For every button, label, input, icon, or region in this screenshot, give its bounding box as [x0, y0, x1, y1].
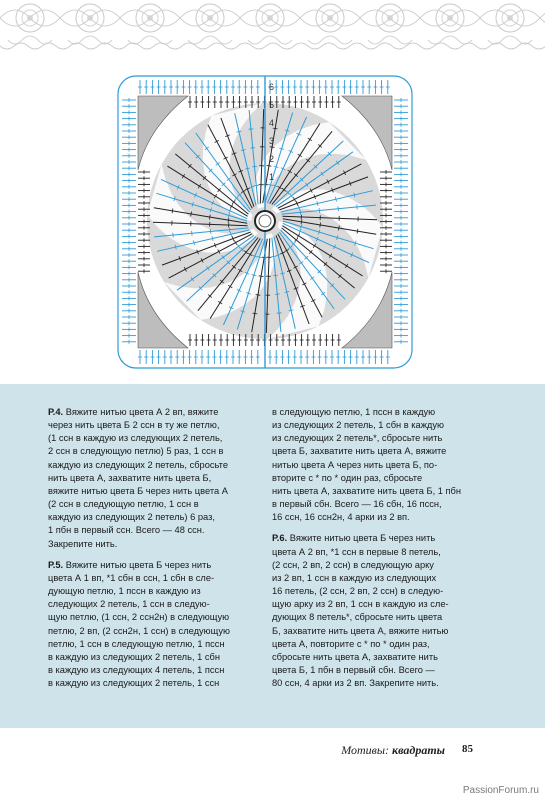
row-number: 4	[269, 118, 275, 128]
stitch-tick	[210, 229, 211, 234]
instruction-line: Закрепите нить.	[48, 538, 118, 549]
stitch-tick	[252, 166, 257, 167]
instruction-line: цвета Б, захватите нить цвета А, вяжите	[272, 446, 447, 457]
running-footer-title	[341, 743, 445, 758]
lace-border	[0, 0, 545, 52]
row-number: 6	[269, 82, 275, 92]
instruction-line: в каждую из следующих 4 петель, 1 пссн	[48, 664, 225, 675]
instruction-line: Р.6. Вяжите нитью цвета Б через нить	[272, 533, 436, 544]
watermark: PassionForum.ru	[462, 785, 539, 796]
instruction-line: (1 ссн в каждую из следующих 2 петель,	[48, 433, 223, 444]
instructions-column-right	[272, 406, 487, 698]
instruction-line: цвета А 1 вп, *1 сбн в ссн, 1 сбн в сле-	[48, 572, 215, 583]
instruction-line: нить цвета А, захватите нить цвета Б, 1 пбн	[272, 485, 462, 496]
instruction-line: через нить цвета Б 2 ссн в ту же петлю,	[48, 420, 220, 431]
instruction-line: вторите с * по * один раз, сбросьте	[272, 472, 423, 483]
instruction-line: следующих 2 петель, 1 ссн в следую-	[48, 599, 210, 610]
instruction-paragraph	[272, 532, 487, 690]
instruction-line: (2 ссн в следующую петлю, 1 ссн в	[48, 499, 199, 510]
footer-topic: квадраты	[392, 743, 445, 757]
stitch-tick	[300, 210, 301, 215]
instruction-paragraph	[48, 406, 260, 551]
row-number: 3	[269, 136, 275, 146]
instruction-line: в следующую петлю, 1 пссн в каждую	[272, 407, 436, 417]
instructions-panel	[0, 384, 545, 728]
instruction-line: в первый сбн. Всего — 16 сбн, 16 пссн,	[272, 499, 442, 510]
instruction-line: сбросьте нить цвета А, захватите нить	[272, 651, 438, 662]
instruction-line: из следующих 2 петель*, сбросьте нить	[272, 433, 443, 444]
crochet-chart	[110, 72, 420, 372]
instruction-line: цвета А, повторите с * по * один раз,	[272, 638, 430, 649]
instruction-line: дующую петлю, 1 пссн в каждую из	[48, 586, 201, 597]
instruction-line: Р.5. Вяжите нитью цвета Б через нить	[48, 559, 212, 570]
instruction-line: 2 ссн в следующую петлю) 5 раз, 1 ссн в	[48, 446, 224, 457]
instruction-line: вяжите нитью цвета Б через нить цвета А	[48, 485, 228, 496]
instruction-line: каждую из следующих 2 петель, сбросьте	[48, 459, 228, 470]
row-label: Р.5.	[48, 559, 64, 570]
instruction-line: 80 ссн, 4 арки из 2 вп. Закрепите нить.	[272, 678, 439, 689]
page-number: 85	[462, 743, 473, 755]
row-number: 5	[269, 100, 275, 110]
stitch-tick	[271, 256, 276, 257]
stitch-tick	[254, 185, 259, 186]
stitch-tick	[273, 275, 278, 276]
instruction-line: в каждую из следующих 2 петель, 1 ссн	[48, 678, 220, 689]
instruction-line: из следующих 2 петель, 1 сбн в каждую	[272, 420, 444, 431]
instruction-line: петлю, 1 ссн в следующую петлю, 1 пссн	[48, 638, 225, 649]
row-label: Р.6.	[272, 533, 288, 544]
instruction-paragraph	[272, 406, 487, 524]
magic-ring	[255, 211, 275, 231]
stitch-tick	[275, 294, 280, 295]
instruction-line: 1 пбн в первый ссн. Всего — 48 ссн.	[48, 525, 205, 536]
row-label: Р.4.	[48, 407, 64, 417]
stitch-tick	[229, 227, 230, 232]
instruction-line: цвета Б, 1 пбн в первый сбн. Всего —	[272, 664, 435, 675]
instruction-paragraph	[48, 559, 260, 691]
instruction-line: (2 ссн, 2 вп, 2 ссн) в следующую арку	[272, 559, 434, 570]
instruction-line: нить цвета А, захватите нить цвета Б,	[48, 472, 212, 483]
stitch-tick	[338, 206, 339, 211]
instruction-line: дующих 8 петель*, сбросьте нить цвета	[272, 612, 443, 623]
instruction-line: щую петлю, (1 ссн, 2 ссн2н) в следующую	[48, 612, 230, 623]
instruction-line: из 2 вп, 1 ссн в каждую из следующих	[272, 572, 437, 583]
instruction-line: 16 ссн, 16 ссн2н, 4 арки из 2 вп.	[272, 512, 410, 523]
instruction-line: нитью цвета А через нить цвета Б, по-	[272, 459, 438, 470]
instructions-column-left	[48, 406, 260, 698]
instruction-line: петлю, 2 вп, (2 ссн2н, 1 ссн) в следующую	[48, 625, 231, 636]
instruction-line: каждую из следующих 2 петель) 6 раз,	[48, 512, 215, 523]
stitch-tick	[250, 148, 255, 149]
instruction-line: 16 петель, (2 ссн, 2 вп, 2 ссн) в следую-	[272, 586, 444, 597]
instruction-line: в каждую из следующих 2 петель, 1 сбн	[48, 651, 220, 662]
row-number: 2	[269, 154, 275, 164]
instruction-line: щую арку из 2 вп, 1 ссн в каждую из сле-	[272, 599, 449, 610]
stitch-tick	[192, 231, 193, 236]
stitch-tick	[319, 208, 320, 213]
instruction-line: Б, захватите нить цвета А, вяжите нитью	[272, 625, 449, 636]
instruction-line: Р.4. Вяжите нитью цвета А 2 вп, вяжите	[48, 407, 219, 417]
footer-prefix: Мотивы:	[341, 743, 393, 757]
row-number: 1	[269, 172, 275, 182]
lace-ornament-icon	[0, 0, 545, 52]
instruction-line: цвета А 2 вп, *1 ссн в первые 8 петель,	[272, 546, 441, 557]
crochet-square-diagram	[110, 72, 420, 372]
